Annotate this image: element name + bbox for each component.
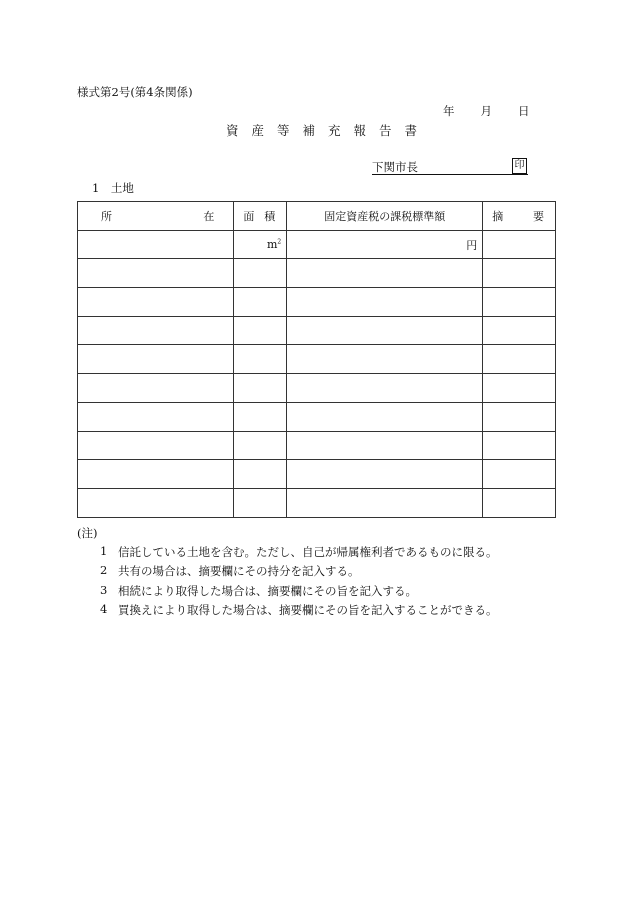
section-title: 1 土地 bbox=[92, 181, 134, 195]
header-area-char: 積 bbox=[264, 209, 276, 223]
header-remarks-char: 要 bbox=[533, 209, 544, 223]
header-location-char: 在 bbox=[203, 209, 215, 223]
cell-area[interactable] bbox=[234, 288, 287, 317]
cell-tax-base[interactable] bbox=[287, 374, 483, 403]
cell-remarks[interactable] bbox=[483, 288, 556, 317]
cell-remarks[interactable] bbox=[483, 316, 556, 345]
table-row bbox=[78, 374, 556, 403]
form-number: 様式第2号(第4条関係) bbox=[77, 85, 193, 99]
area-unit: m bbox=[266, 238, 278, 252]
header-remarks-label bbox=[488, 208, 550, 224]
document-title: 資産等補充報告書 bbox=[226, 123, 431, 138]
cell-area[interactable] bbox=[234, 402, 287, 431]
cell-remarks[interactable] bbox=[483, 374, 556, 403]
table-row bbox=[78, 345, 556, 374]
date-month-label: 月 bbox=[480, 104, 492, 118]
cell-tax-base[interactable] bbox=[287, 460, 483, 489]
note-number: 4 bbox=[100, 601, 108, 616]
header-area-char: 面 bbox=[243, 209, 255, 223]
note-text: 信託している土地を含む。ただし、自己が帰属権利者であるものに限る。 bbox=[118, 545, 498, 559]
cell-tax-base[interactable] bbox=[287, 259, 483, 288]
cell-location[interactable] bbox=[78, 345, 234, 374]
cell-tax-base[interactable] bbox=[287, 488, 483, 517]
cell-tax-base[interactable] bbox=[287, 431, 483, 460]
table-header-row bbox=[78, 202, 556, 231]
cell-tax-base[interactable] bbox=[287, 402, 483, 431]
cell-area[interactable] bbox=[234, 488, 287, 517]
cell-tax-base[interactable] bbox=[287, 230, 483, 259]
cell-location[interactable] bbox=[78, 288, 234, 317]
note-item bbox=[100, 544, 498, 563]
notes-list bbox=[100, 544, 498, 621]
cell-area[interactable] bbox=[234, 460, 287, 489]
cell-remarks[interactable] bbox=[483, 259, 556, 288]
date-day-label: 日 bbox=[518, 104, 530, 118]
cell-remarks[interactable] bbox=[483, 431, 556, 460]
note-text: 相続により取得した場合は、摘要欄にその旨を記入する。 bbox=[118, 583, 417, 598]
header-location-char: 所 bbox=[101, 209, 112, 223]
table-row bbox=[78, 402, 556, 431]
cell-area[interactable] bbox=[234, 230, 287, 259]
note-text: 買換えにより取得した場合は、摘要欄にその旨を記入することができる。 bbox=[118, 602, 498, 617]
note-item bbox=[100, 583, 498, 602]
header-area bbox=[234, 202, 287, 231]
note-item bbox=[100, 563, 498, 582]
header-remarks-char: 摘 bbox=[492, 209, 504, 223]
note-number: 1 bbox=[100, 544, 108, 558]
header-remarks bbox=[483, 202, 556, 231]
cell-location[interactable] bbox=[78, 402, 234, 431]
cell-area[interactable] bbox=[234, 345, 287, 374]
note-number: 2 bbox=[100, 563, 108, 578]
cell-remarks[interactable] bbox=[483, 460, 556, 489]
cell-location[interactable] bbox=[78, 259, 234, 288]
header-area-label bbox=[239, 208, 281, 224]
amount-unit: 円 bbox=[466, 238, 478, 252]
area-unit-sup: 2 bbox=[277, 238, 282, 246]
header-location-label bbox=[83, 208, 228, 224]
cell-area[interactable] bbox=[234, 431, 287, 460]
cell-remarks[interactable] bbox=[483, 488, 556, 517]
cell-location[interactable] bbox=[78, 488, 234, 517]
notes-title: (注) bbox=[77, 526, 98, 540]
table-row bbox=[78, 460, 556, 489]
table-row bbox=[78, 259, 556, 288]
cell-area[interactable] bbox=[234, 259, 287, 288]
date-line bbox=[443, 103, 530, 119]
table-row bbox=[78, 488, 556, 517]
cell-remarks[interactable] bbox=[483, 402, 556, 431]
land-table bbox=[77, 201, 556, 518]
addressee-name: 下関市長 bbox=[372, 160, 418, 174]
cell-area[interactable] bbox=[234, 374, 287, 403]
cell-tax-base[interactable] bbox=[287, 316, 483, 345]
table-row bbox=[78, 431, 556, 460]
cell-location[interactable] bbox=[78, 316, 234, 345]
header-tax-base: 固定資産税の課税標準額 bbox=[287, 202, 483, 231]
cell-tax-base[interactable] bbox=[287, 345, 483, 374]
cell-remarks[interactable] bbox=[483, 345, 556, 374]
cell-location[interactable] bbox=[78, 431, 234, 460]
cell-location[interactable] bbox=[78, 460, 234, 489]
date-year-label: 年 bbox=[443, 104, 455, 118]
addressee-line bbox=[372, 159, 528, 175]
note-number: 3 bbox=[100, 582, 108, 597]
note-item bbox=[100, 602, 498, 621]
cell-remarks[interactable] bbox=[483, 230, 556, 259]
table-row bbox=[78, 288, 556, 317]
cell-location[interactable] bbox=[78, 230, 234, 259]
cell-location[interactable] bbox=[78, 374, 234, 403]
header-location bbox=[78, 202, 234, 231]
table-row bbox=[78, 316, 556, 345]
seal-mark: 印 bbox=[512, 158, 527, 174]
note-text: 共有の場合は、摘要欄にその持分を記入する。 bbox=[118, 564, 360, 579]
cell-area[interactable] bbox=[234, 316, 287, 345]
cell-tax-base[interactable] bbox=[287, 288, 483, 317]
table-row bbox=[78, 230, 556, 259]
